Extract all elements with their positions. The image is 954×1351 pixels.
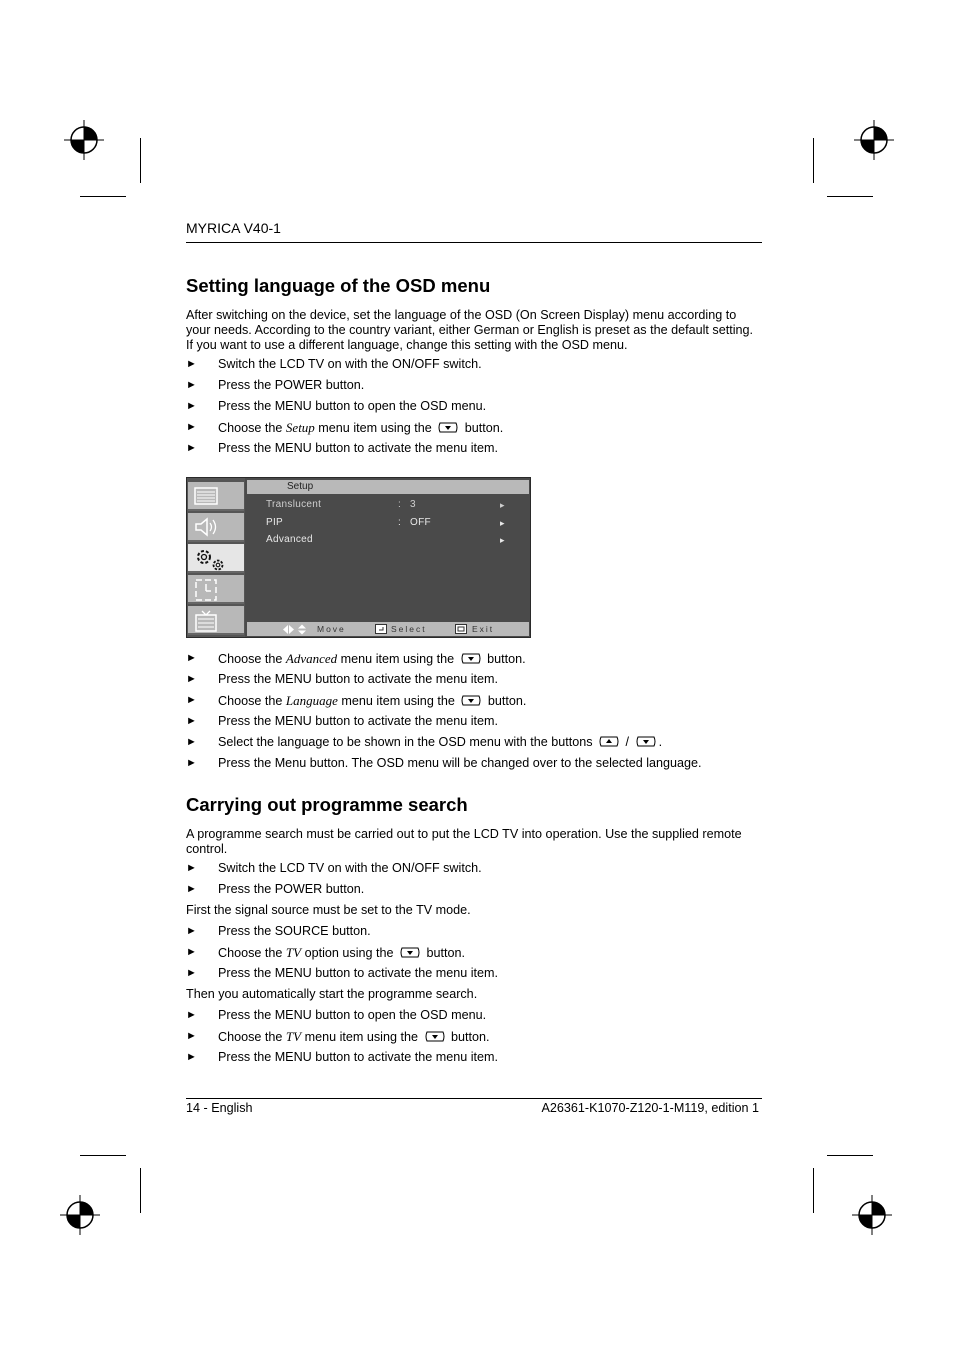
step-item [186,924,761,939]
step-text-part: Choose the [218,694,286,708]
footer-page-number: 14 - English [186,1101,253,1115]
osd-footer-select: Select [391,624,427,634]
osd-footer-exit: Exit [472,624,495,634]
bullet-arrow-icon: ► [186,673,197,685]
step-text: Switch the LCD TV on with the ON/OFF switch. [218,357,482,371]
step-text: Press the MENU button to activate the menu item. [218,714,498,728]
step-item [186,378,761,393]
registration-mark-top-left [64,120,104,160]
step-text: Press the MENU button to open the OSD menu. [218,1008,487,1022]
step-text-part: Select the language to be shown in the OSD menu with the buttons [218,735,597,749]
osd-row-arrow: ▸ [500,518,505,528]
step-text-part: menu item using the [337,694,459,708]
footer-rule [186,1098,762,1099]
step-item [186,441,761,456]
menu-item-name: Language [285,693,338,708]
step-item [186,420,761,435]
bullet-arrow-icon: ► [186,421,197,433]
osd-footer-move: Move [317,624,346,634]
osd-row-colon: : [398,517,402,528]
step-text: Switch the LCD TV on with the ON/OFF switch. [218,861,482,875]
bullet-arrow-icon: ► [186,1009,197,1021]
bullet-arrow-icon: ► [186,652,197,664]
bullet-arrow-icon: ► [186,946,197,958]
step-text-part: option using the [301,946,398,960]
step-text [218,735,662,750]
step-text: Press the MENU button to activate the menu item. [218,672,498,686]
step-text: Press the SOURCE button. [218,924,371,938]
sound-icon [194,516,220,538]
crop-mark [80,1155,126,1156]
osd-row-colon: : [398,499,402,510]
step-text-part: Choose the [218,421,286,435]
section-intro: A programme search must be carried out to put the LCD TV into operation. Use the supplied remote control. [186,827,742,856]
step-item [186,945,761,960]
step-text-part: Choose the [218,652,286,666]
down-button-icon [424,1031,446,1042]
setup-gears-icon [194,547,228,571]
osd-sidebar [187,478,245,637]
step-text: Press the MENU button to open the OSD menu. [218,399,487,413]
crop-mark [813,138,814,183]
bullet-arrow-icon: ► [186,400,197,412]
section-title-osd-language: Setting language of the OSD menu [186,275,491,296]
bullet-arrow-icon: ► [186,736,197,748]
step-text-part: Choose the [218,1030,286,1044]
step-text: Press the MENU button to activate the menu item. [218,966,498,980]
step-item [186,1050,761,1065]
menu-item-name: Advanced [285,651,338,666]
osd-row-arrow: ▸ [500,500,505,510]
down-button-icon [437,422,459,433]
down-button-icon [460,653,482,664]
section-title-programme-search: Carrying out programme search [186,794,468,815]
step-item [186,357,761,372]
osd-tab-setup [188,544,244,573]
step-item [186,672,761,687]
up-button-icon [598,736,620,747]
bullet-arrow-icon: ► [186,1051,197,1063]
step-text-part: button. [484,694,527,708]
crop-mark [140,138,141,183]
step-item [186,861,761,876]
menu-item-name: Setup [285,420,315,435]
down-button-icon [399,947,421,958]
running-head: MYRICA V40-1 [186,220,281,236]
step-text [218,651,526,667]
picture-icon [194,485,220,507]
step-text-part: Choose the [218,946,286,960]
menu-item-name: TV [285,1029,302,1044]
osd-row-value: 3 [410,499,416,510]
osd-row-label: Translucent [266,499,322,510]
osd-row-label: Advanced [266,534,313,545]
step-text-part: menu item using the [301,1030,422,1044]
step-text: Press the MENU button to activate the menu item. [218,441,498,455]
step-text: Press the Menu button. The OSD menu will be changed over to the selected language. [218,756,702,770]
registration-mark-bottom-left [60,1195,100,1235]
exit-key-icon [455,624,467,634]
step-text: Press the POWER button. [218,378,365,392]
registration-mark-top-right [854,120,894,160]
crop-mark [827,1155,873,1156]
bullet-arrow-icon: ► [186,1030,197,1042]
menu-item-name: TV [285,945,302,960]
step-item [186,735,761,750]
osd-footer-bar [247,622,529,636]
osd-tab-timer [188,575,244,604]
step-text-part: button. [447,1030,490,1044]
step-item [186,1008,761,1023]
section-note: Then you automatically start the programme search. [186,987,478,1001]
step-text-part: button. [483,652,526,666]
down-button-icon [635,736,657,747]
step-item [186,714,761,729]
osd-tab-sound [188,513,244,542]
bullet-arrow-icon: ► [186,862,197,874]
osd-title-bar [247,480,529,494]
step-item [186,882,761,897]
bullet-arrow-icon: ► [186,715,197,727]
section-note: First the signal source must be set to the TV mode. [186,903,471,917]
step-text [218,945,465,961]
header-rule [186,242,762,243]
step-text: Press the MENU button to activate the menu item. [218,1050,498,1064]
crop-mark [80,196,126,197]
step-text [218,1029,490,1045]
move-arrows-icon [282,624,310,635]
step-text: Press the POWER button. [218,882,365,896]
step-item [186,966,761,981]
osd-tab-picture [188,482,244,511]
step-item [186,693,761,708]
tv-icon [194,609,220,633]
osd-menu-screenshot [186,477,531,638]
step-item [186,399,761,414]
osd-row-value: OFF [410,517,431,528]
osd-row-arrow: ▸ [500,535,505,545]
step-item [186,651,761,666]
osd-tab-tv [188,606,244,635]
bullet-arrow-icon: ► [186,442,197,454]
step-text-part: menu item using the [337,652,458,666]
footer-document-id: A26361-K1070-Z120-1-M119, edition 1 [541,1101,759,1115]
step-text [218,693,526,709]
step-text-part: menu item using the [314,421,436,435]
down-button-icon [460,695,482,706]
bullet-arrow-icon: ► [186,757,197,769]
step-text-part: button. [461,421,504,435]
bullet-arrow-icon: ► [186,967,197,979]
osd-title: Setup [287,481,314,492]
step-text-part: . [658,735,663,749]
step-text [218,420,503,436]
bullet-arrow-icon: ► [186,883,197,895]
step-item [186,1029,761,1044]
crop-mark [813,1168,814,1213]
bullet-arrow-icon: ► [186,358,197,370]
step-item [186,756,761,771]
bullet-arrow-icon: ► [186,379,197,391]
step-text-part: / [622,735,633,749]
osd-row-label: PIP [266,517,284,528]
bullet-arrow-icon: ► [186,925,197,937]
crop-mark [827,196,873,197]
registration-mark-bottom-right [852,1195,892,1235]
crop-mark [140,1168,141,1213]
timer-icon [194,578,220,602]
step-text-part: button. [423,946,466,960]
bullet-arrow-icon: ► [186,694,197,706]
section-intro: After switching on the device, set the language of the OSD (On Screen Display) menu according to your needs. According to the country variant, either German or English is preset as the default setting. If you want to use a different language, change this setting with the OSD menu. [186,308,754,352]
select-key-icon [375,624,387,634]
